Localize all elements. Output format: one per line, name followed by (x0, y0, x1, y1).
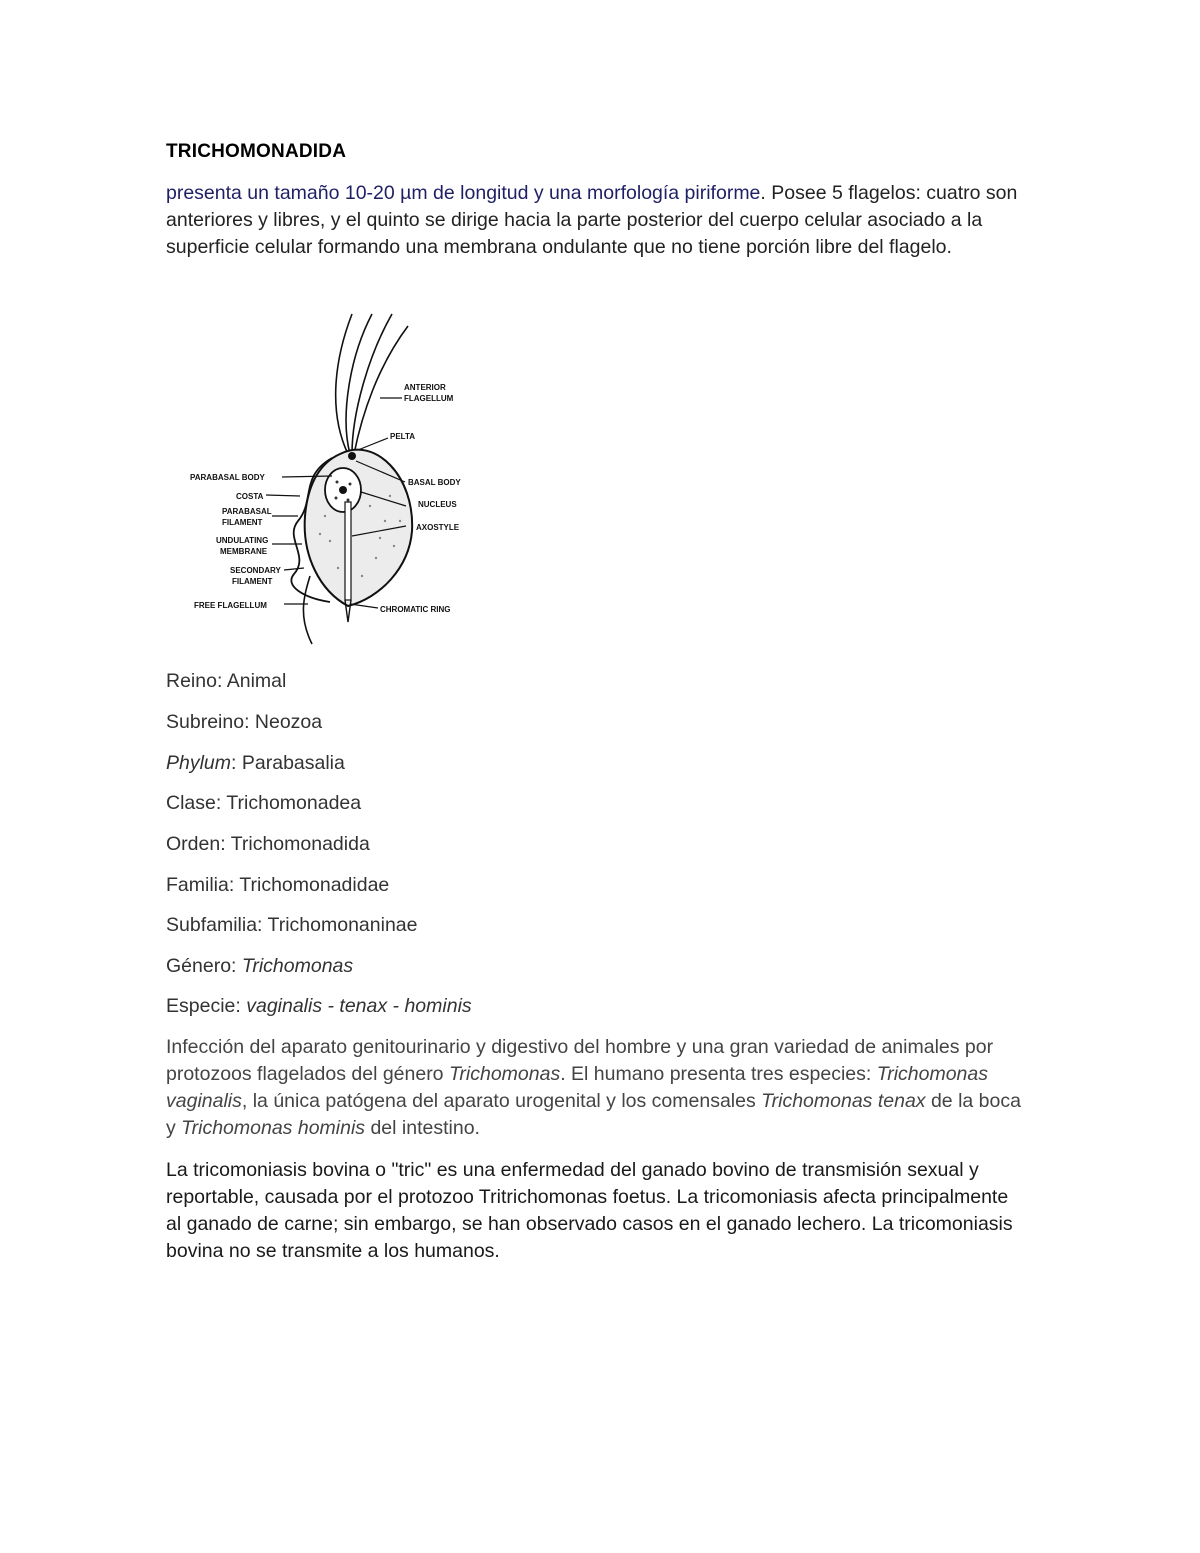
taxon-orden: Orden: Trichomonadida (166, 833, 370, 855)
paragraph-text: de la boca y (166, 1090, 1021, 1139)
taxon-value: vaginalis - tenax - hominis (246, 995, 472, 1017)
bovine-paragraph: La tricomoniasis bovina o "tric" es una enfermedad del ganado bovino de transmisión sexual y reportable, causada por el protozoo Tritrichomonas foetus. La tricomoniasis afecta principalmente al ganado de carne; sin embargo, se han observado casos en el ganado lechero. La tricomoniasis bovina no se transmite a los humanos. (166, 1159, 1013, 1262)
paragraph-text: , la única patógena del aparato urogenital y los comensales (241, 1090, 762, 1112)
document-title: TRICHOMONADIDA (166, 141, 347, 162)
taxon-value: Trichomonadidae (239, 874, 390, 896)
taxon-value: Parabasalia (241, 752, 345, 774)
intro-highlighted-text: presenta un tamaño 10-20 µm de longitud y una morfología piriforme (166, 182, 761, 204)
trichomonas-diagram-svg (180, 306, 480, 648)
taxon-value: Trichomonas (241, 955, 354, 977)
taxon-subreino: Subreino: Neozoa (166, 711, 323, 733)
trichomonas-diagram (180, 306, 480, 648)
paragraph-text: del intestino. (365, 1117, 480, 1139)
paragraph-italic: Trichomonas hominis (181, 1117, 366, 1139)
intro-rest-text: . Posee 5 flagelos: cuatro son anteriores y libres, y el quinto se dirige hacia la parte posterior del cuerpo celular asociado a la superficie celular formando una membrana ondulante que no tiene porción libre del flagelo. (166, 182, 1018, 258)
label-undulating: UNDULATING (216, 536, 269, 545)
taxon-label: Especie (166, 995, 236, 1017)
label-secondary-filament: FILAMENT (232, 577, 273, 586)
label-anterior: ANTERIOR (404, 383, 446, 392)
label-secondary: SECONDARY (230, 566, 281, 575)
taxon-label: Clase (166, 792, 216, 814)
label-pelta: PELTA (390, 432, 416, 441)
paragraph-italic: Trichomonas (448, 1063, 561, 1085)
nucleolus (339, 486, 347, 494)
paragraph-text: . El humano presenta tres especies: (560, 1063, 877, 1085)
taxon-value: Neozoa (254, 711, 323, 733)
taxon-label: Subreino (166, 711, 245, 733)
taxon-value: Trichomonaninae (267, 914, 418, 936)
label-axostyle: AXOSTYLE (416, 523, 460, 532)
label-free-flagellum: FREE FLAGELLUM (194, 601, 267, 610)
infection-paragraph (166, 1034, 1026, 1142)
label-parabasal: PARABASAL (222, 507, 272, 516)
label-basal-body: BASAL BODY (408, 478, 461, 487)
axostyle (345, 502, 351, 600)
label-membrane: MEMBRANE (220, 547, 268, 556)
taxon-label: Orden (166, 833, 221, 855)
taxon-clase: Clase: Trichomonadea (166, 792, 362, 814)
taxon-label: Phylum (166, 752, 232, 774)
paragraph-italic: Trichomonas tenax (761, 1090, 926, 1112)
paragraph-text: Infección del aparato genitourinario y digestivo del hombre y una gran variedad de animales por protozoos flagelados del género (166, 1036, 994, 1085)
taxon-familia: Familia: Trichomonadidae (166, 874, 390, 896)
taxon-value: Animal (226, 670, 287, 692)
label-nucleus: NUCLEUS (418, 500, 457, 509)
taxon-label: Familia (166, 874, 229, 896)
taxon-especie: Especie: vaginalis - tenax - hominis (166, 995, 472, 1017)
taxon-value: Trichomonadea (226, 792, 362, 814)
taxon-genero: Género: Trichomonas (166, 955, 354, 977)
basal-body (348, 452, 356, 460)
taxon-label: Género (166, 955, 232, 977)
label-parabasal-body: PARABASAL BODY (190, 473, 265, 482)
taxon-reino: Reino: Animal (166, 670, 287, 692)
intro-paragraph (166, 180, 1026, 261)
label-costa: COSTA (236, 492, 264, 501)
label-filament: FILAMENT (222, 518, 263, 527)
taxon-label: Reino (166, 670, 217, 692)
taxon-label: Subfamilia (166, 914, 258, 936)
label-flagellum: FLAGELLUM (404, 394, 454, 403)
taxon-value: Trichomonadida (230, 833, 370, 855)
taxon-subfamilia: Subfamilia: Trichomonaninae (166, 914, 418, 936)
paragraph-italic: Trichomonas vaginalis (166, 1063, 988, 1112)
free-flagellum (303, 576, 312, 644)
taxon-phylum: Phylum: Parabasalia (166, 752, 345, 774)
label-chromatic-ring: CHROMATIC RING (380, 605, 451, 614)
